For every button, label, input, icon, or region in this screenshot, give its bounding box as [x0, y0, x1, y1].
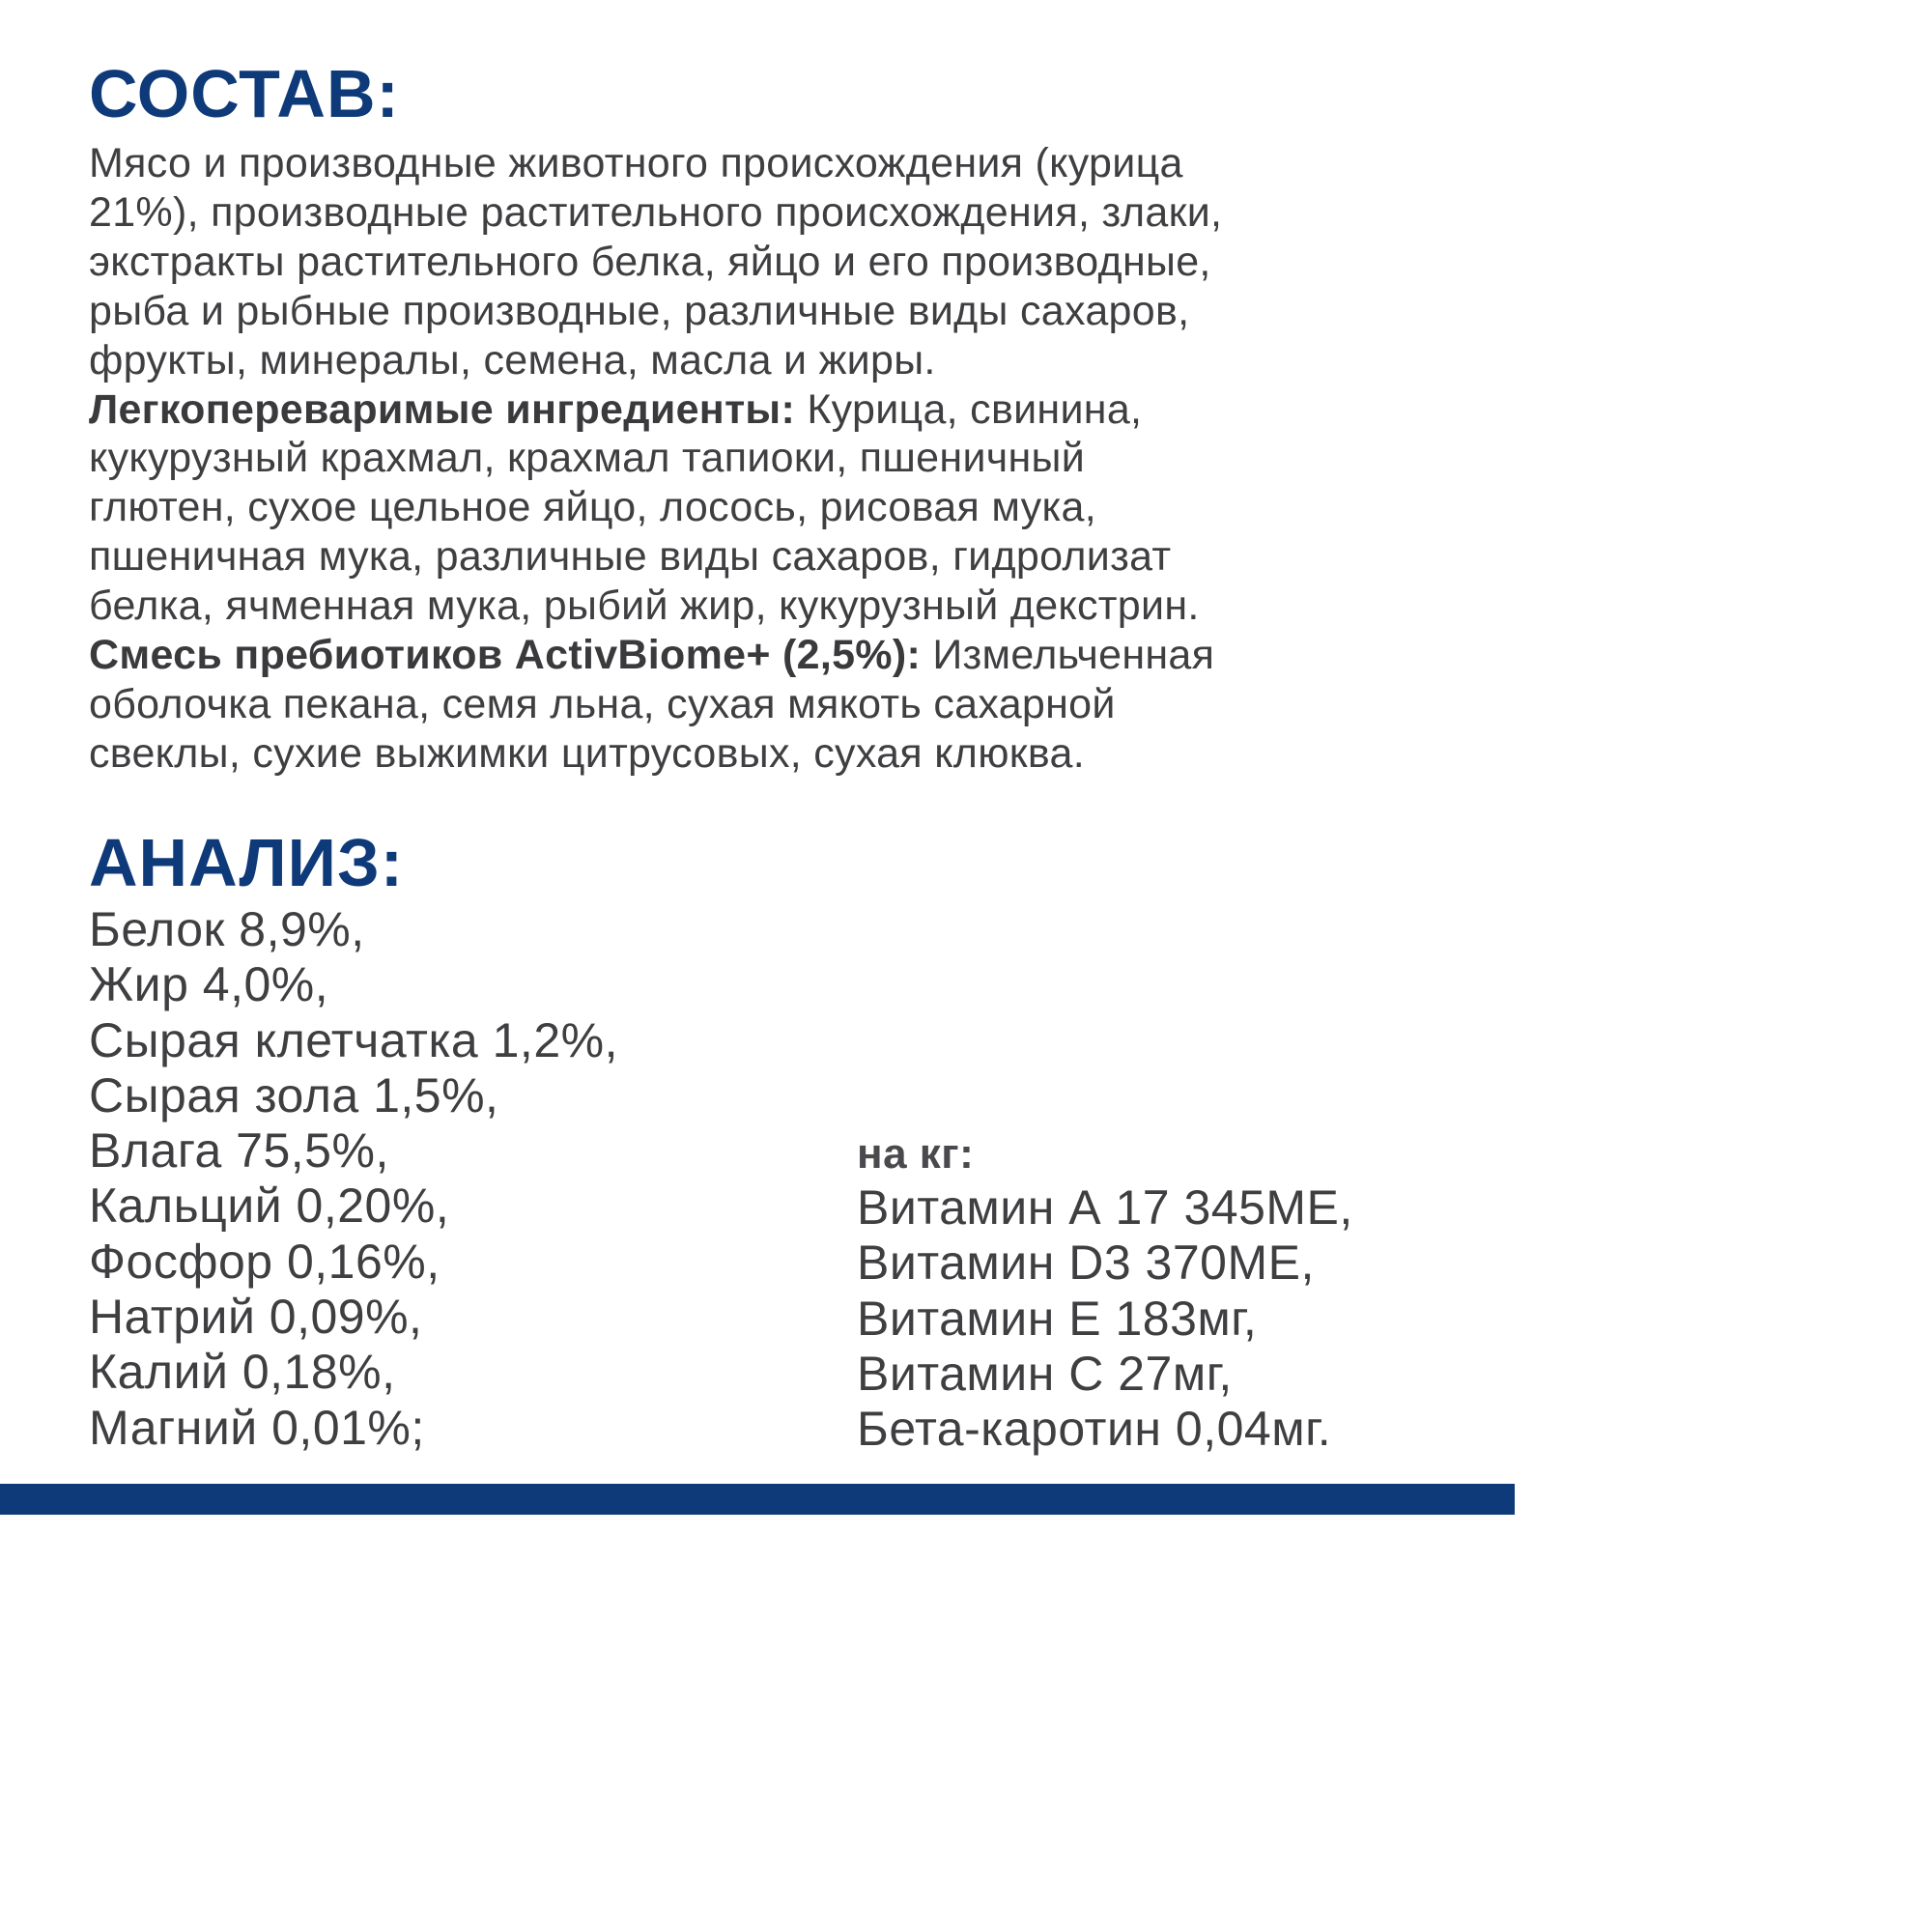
analysis-item: Калий 0,18%, [89, 1345, 396, 1400]
analysis-item: Кальций 0,20%, [89, 1179, 450, 1234]
digestible-ingredients-line: пшеничная мука, различные виды сахаров, гидролизат [89, 533, 1172, 581]
per-kg-block [857, 1128, 1353, 1457]
per-kg-item: Витамин А 17 345МЕ, [857, 1180, 1353, 1235]
analysis-item: Фосфор 0,16%, [89, 1234, 440, 1289]
analysis-item: Натрий 0,09%, [89, 1290, 423, 1345]
composition-line: 21%), производные растительного происхождения, злаки, [89, 188, 1223, 236]
composition-line: рыба и рыбные производные, различные виды сахаров, [89, 287, 1190, 334]
digestible-ingredients-label: Легкопереваримые ингредиенты: [89, 385, 796, 433]
composition-line: фрукты, минералы, семена, масла и жиры. [89, 336, 936, 384]
per-kg-item: Витамин Е 183мг, [857, 1291, 1258, 1346]
composition-text [89, 139, 1480, 779]
prebiotic-blend-line: оболочка пекана, семя льна, сухая мякоть сахарной [89, 680, 1116, 727]
analysis-item: Сырая зола 1,5%, [89, 1067, 499, 1122]
digestible-ingredients-line [89, 385, 1480, 435]
analysis-heading: АНАЛИЗ: [89, 825, 405, 900]
per-kg-title: на кг: [857, 1130, 975, 1178]
prebiotic-blend-first: Измельченная [921, 632, 1215, 679]
composition-heading: СОСТАВ: [89, 56, 400, 131]
per-kg-item: Бета-каротин 0,04мг. [857, 1402, 1332, 1457]
composition-line: Мясо и производные животного происхождения (курица [89, 140, 1183, 186]
per-kg-item: Витамин D3 370МЕ, [857, 1236, 1315, 1291]
per-kg-item: Витамин С 27мг, [857, 1346, 1233, 1401]
digestible-ingredients-line: белка, ячменная мука, рыбий жир, кукурузный декстрин. [89, 582, 1200, 630]
prebiotic-blend-label: Смесь пребиотиков ActivBiome+ (2,5%): [89, 632, 922, 679]
analysis-item: Белок 8,9%, [89, 902, 365, 956]
digestible-ingredients-first: Курица, свинина, [795, 385, 1143, 433]
digestible-ingredients-line: глютен, сухое цельное яйцо, лосось, рисовая мука, [89, 484, 1096, 531]
analysis-item: Магний 0,01%; [89, 1400, 425, 1455]
prebiotic-blend-line [89, 631, 1480, 680]
analysis-list [89, 902, 618, 1456]
digestible-ingredients-line: кукурузный крахмал, крахмал тапиоки, пшеничный [89, 435, 1086, 482]
analysis-item: Влага 75,5%, [89, 1123, 389, 1179]
composition-line: экстракты растительного белка, яйцо и его производные, [89, 238, 1211, 285]
analysis-item: Сырая клетчатка 1,2%, [89, 1012, 618, 1067]
footer-bar [0, 1484, 1515, 1515]
analysis-item: Жир 4,0%, [89, 957, 329, 1012]
per-kg-list [857, 1180, 1353, 1457]
prebiotic-blend-line: свеклы, сухие выжимки цитрусовых, сухая клюква. [89, 729, 1085, 777]
